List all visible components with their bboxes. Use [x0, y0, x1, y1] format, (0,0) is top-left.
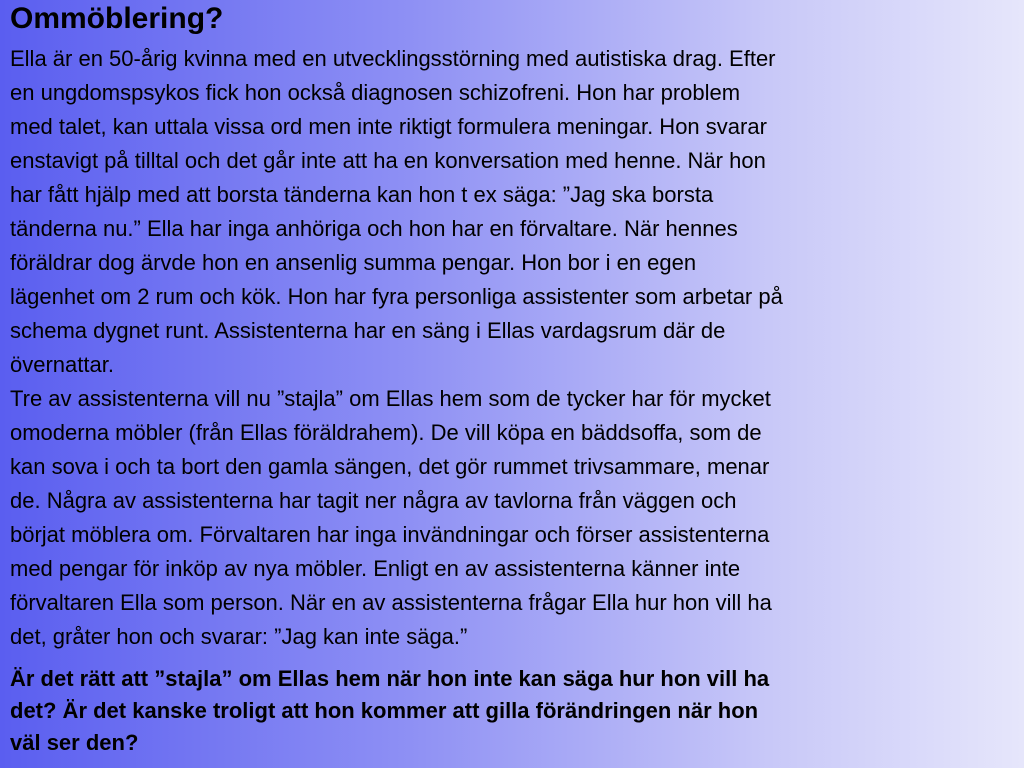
- text-line: med pengar för inköp av nya möbler. Enligt en av assistenterna känner inte: [10, 556, 741, 581]
- text-line: förvaltaren Ella som person. När en av assistenterna frågar Ella hur hon vill ha: [10, 590, 772, 615]
- text-line: Ella är en 50-årig kvinna med en utvecklingsstörning med autistiska drag. Efter: [10, 46, 776, 71]
- text-line: övernattar.: [10, 352, 114, 377]
- text-line: enstavigt på tilltal och det går inte att ha en konversation med henne. När hon: [10, 148, 766, 173]
- text-line: Är det rätt att ”stajla” om Ellas hem när hon inte kan säga hur hon vill ha: [10, 666, 770, 691]
- slide-title: Ommöblering?: [10, 2, 224, 35]
- text-line: tänderna nu.” Ella har inga anhöriga och hon har en förvaltare. När hennes: [10, 216, 738, 241]
- text-line: kan sova i och ta bort den gamla sängen, det gör rummet trivsammare, menar: [10, 454, 770, 479]
- text-line: föräldrar dog ärvde hon en ansenlig summa pengar. Hon bor i en egen: [10, 250, 697, 275]
- text-line: schema dygnet runt. Assistenterna har en säng i Ellas vardagsrum där de: [10, 318, 726, 343]
- slide: [10, 0, 1016, 768]
- discussion-question: [10, 663, 1016, 759]
- text-line: lägenhet om 2 rum och kök. Hon har fyra personliga assistenter som arbetar på: [10, 284, 783, 309]
- text-line: en ungdomspsykos fick hon också diagnosen schizofreni. Hon har problem: [10, 80, 741, 105]
- text-line: har fått hjälp med att borsta tänderna kan hon t ex säga: ”Jag ska borsta: [10, 182, 714, 207]
- case-situation-paragraph: [10, 382, 1016, 654]
- text-line: med talet, kan uttala vissa ord men inte riktigt formulera meningar. Hon svarar: [10, 114, 767, 139]
- case-description-paragraph: [10, 42, 1016, 382]
- text-line: det, gråter hon och svarar: ”Jag kan inte säga.”: [10, 624, 468, 649]
- text-line: det? Är det kanske troligt att hon kommer att gilla förändringen när hon: [10, 698, 759, 723]
- text-line: börjat möblera om. Förvaltaren har inga invändningar och förser assistenterna: [10, 522, 770, 547]
- text-line: väl ser den?: [10, 730, 139, 755]
- text-line: Tre av assistenterna vill nu ”stajla” om Ellas hem som de tycker har för mycket: [10, 386, 771, 411]
- text-line: de. Några av assistenterna har tagit ner några av tavlorna från väggen och: [10, 488, 737, 513]
- text-line: omoderna möbler (från Ellas föräldrahem). De vill köpa en bäddsoffa, som de: [10, 420, 762, 445]
